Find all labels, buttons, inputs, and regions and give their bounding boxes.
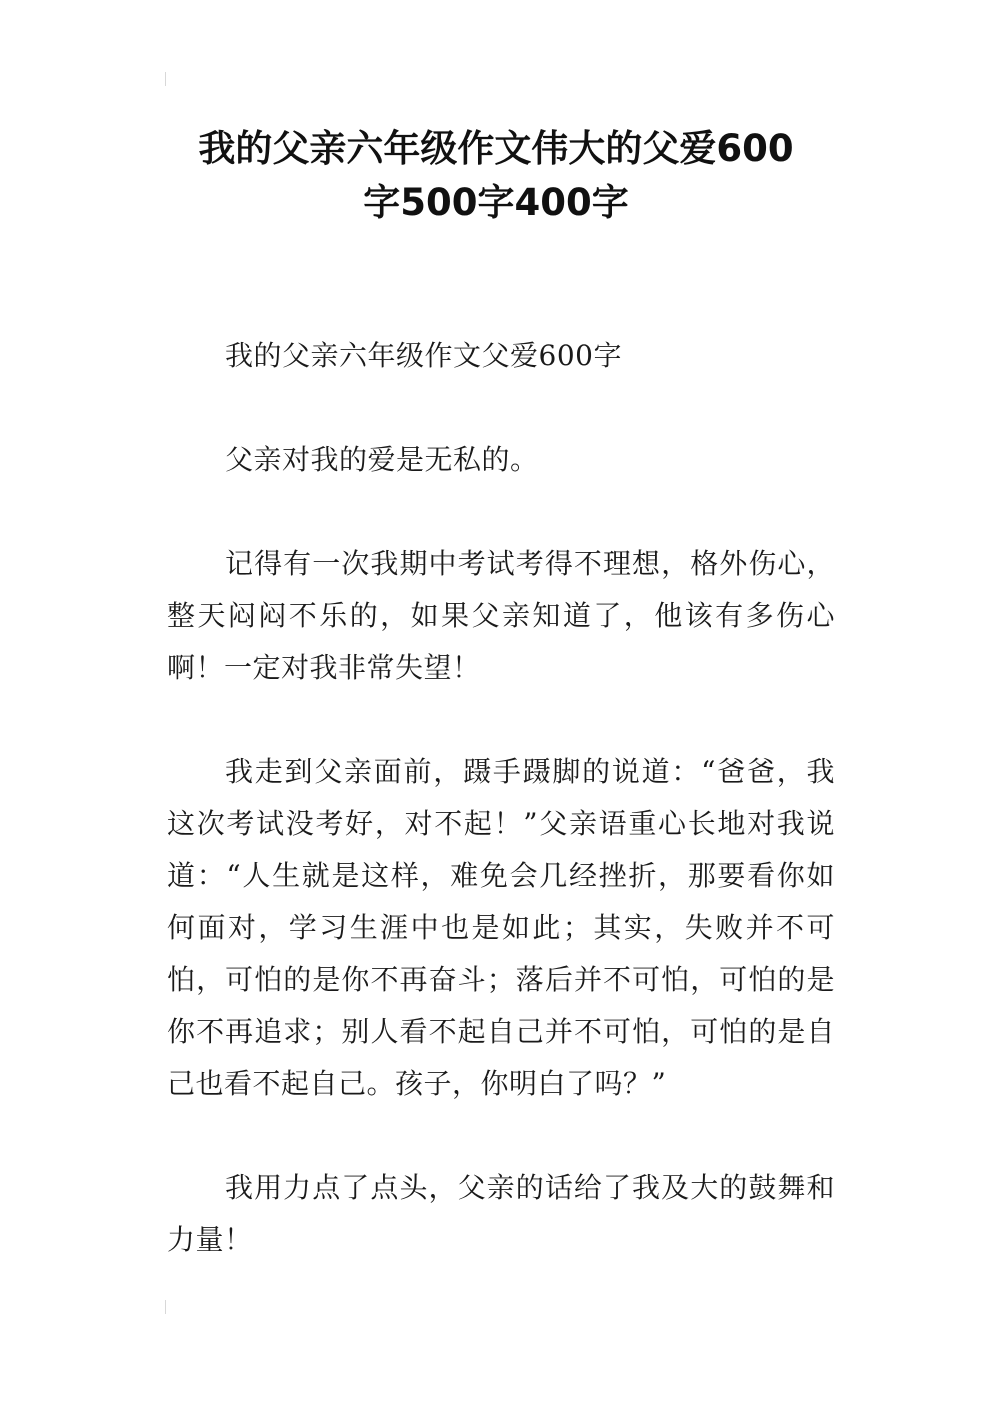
paragraph: 父亲对我的爱是无私的。 (225, 443, 539, 476)
essay-subtitle: 我的父亲六年级作文父爱600字 (225, 339, 622, 372)
paragraph: 我用力点了点头，父亲的话给了我及大的鼓舞和力量！ (167, 1171, 835, 1256)
page-corner-mark-top (165, 72, 166, 86)
title-line-2: 字500字400字 (363, 181, 629, 224)
title-line-1: 我的父亲六年级作文伟大的父爱600 (198, 127, 794, 170)
paragraph: 记得有一次我期中考试考得不理想，格外伤心，整天闷闷不乐的，如果父亲知道了，他该有多伤心啊！一定对我非常失望！ (167, 547, 835, 684)
document-title (150, 122, 842, 230)
page-corner-mark-bottom (165, 1300, 166, 1314)
document-body (167, 330, 835, 1318)
paragraph: 我走到父亲面前，蹑手蹑脚的说道：“爸爸，我这次考试没考好，对不起！”父亲语重心长地对我说道：“人生就是这样，难免会几经挫折，那要看你如何面对，学习生涯中也是如此；其实，失败并不可怕，可怕的是你不再奋斗；落后并不可怕，可怕的是你不再追求；别人看不起自己并不可怕，可怕的是自己也看不起自己。孩子，你明白了吗？” (167, 755, 835, 1100)
